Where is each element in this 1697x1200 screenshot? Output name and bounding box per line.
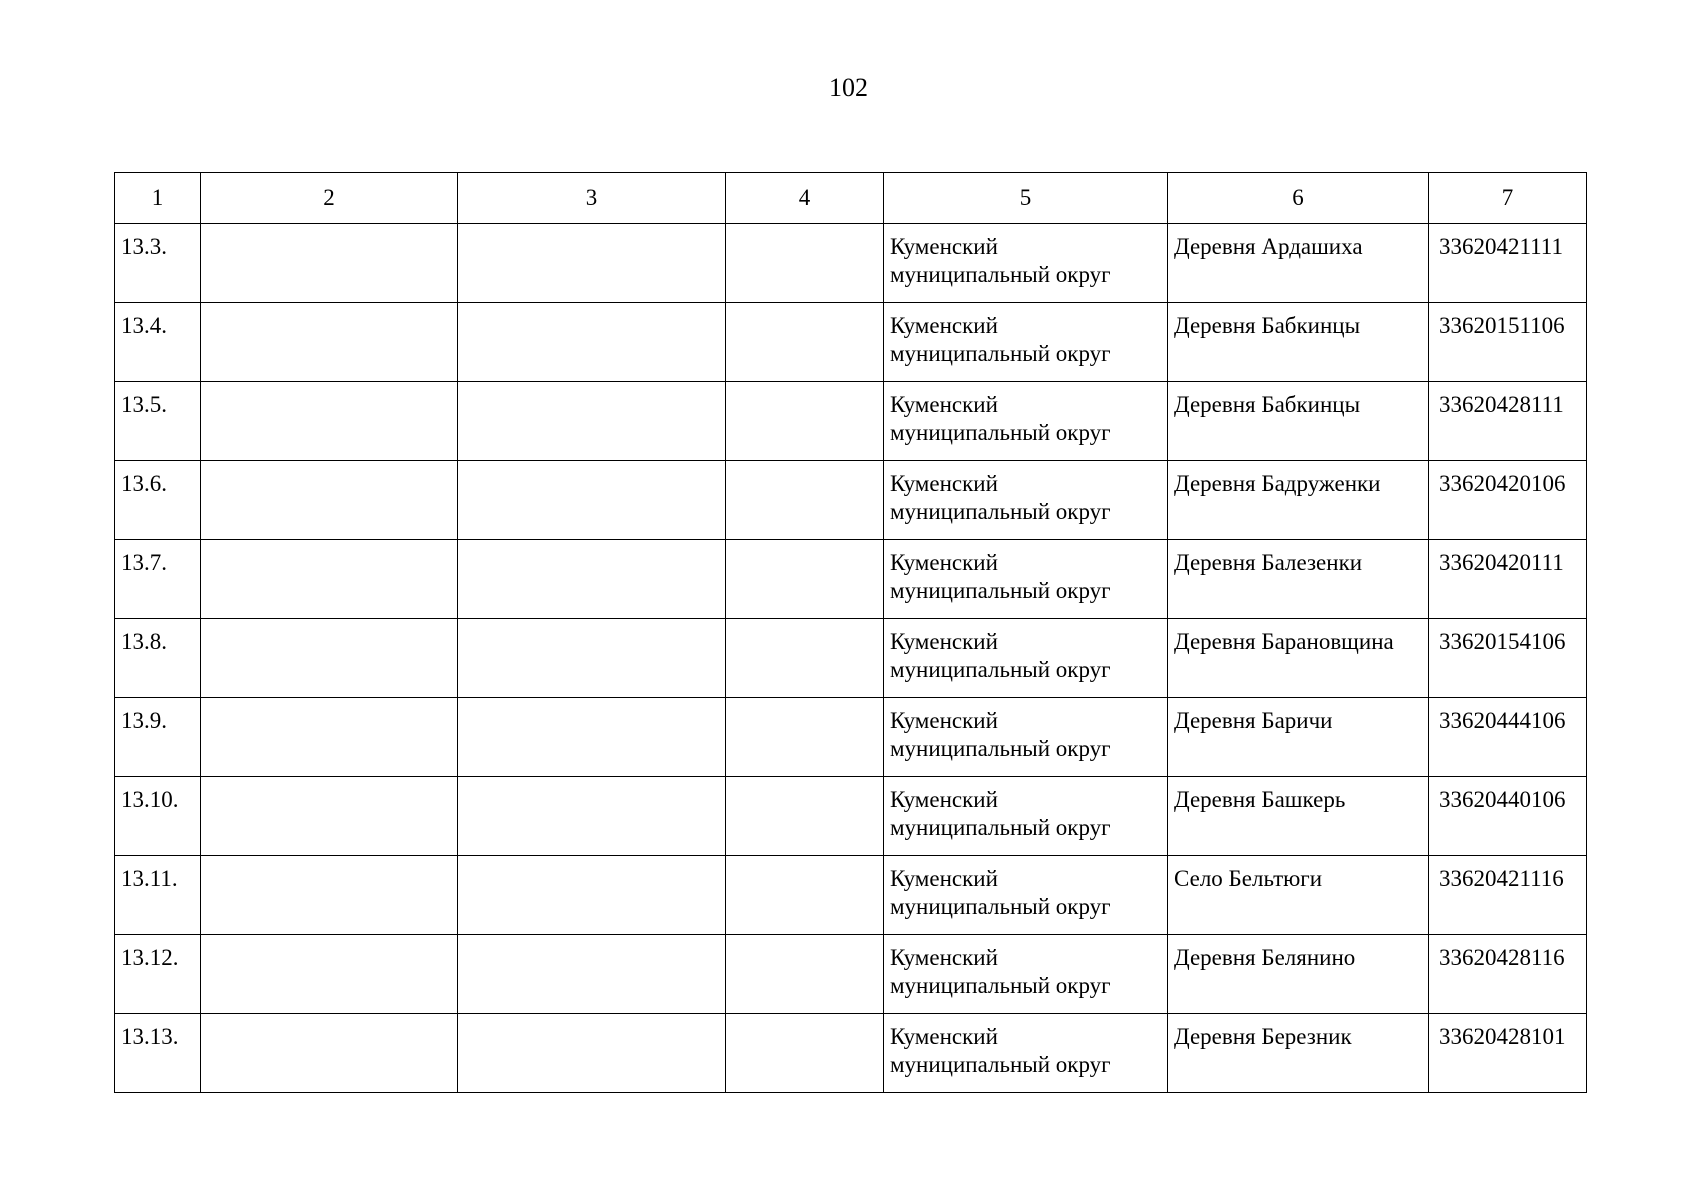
district-cell bbox=[884, 856, 1168, 935]
column-2-cell bbox=[201, 856, 458, 935]
row-number-cell: 13.4. bbox=[115, 303, 201, 382]
row-number-cell: 13.7. bbox=[115, 540, 201, 619]
district-name: Куменский bbox=[890, 629, 998, 654]
settlement-cell: Деревня Баричи bbox=[1168, 698, 1429, 777]
column-header: 2 bbox=[201, 173, 458, 224]
column-4-cell bbox=[726, 1014, 884, 1093]
column-2-cell bbox=[201, 461, 458, 540]
column-2-cell bbox=[201, 1014, 458, 1093]
district-name: Куменский bbox=[890, 945, 998, 970]
oktmo-code-cell: 33620420106 bbox=[1429, 461, 1587, 540]
district-name: Куменский bbox=[890, 313, 998, 338]
column-4-cell bbox=[726, 619, 884, 698]
district-cell bbox=[884, 540, 1168, 619]
page-number: 102 bbox=[829, 73, 868, 102]
district-name: Куменский bbox=[890, 1024, 998, 1049]
column-3-cell bbox=[458, 935, 726, 1014]
district-cell bbox=[884, 461, 1168, 540]
column-3-cell bbox=[458, 698, 726, 777]
district-type: муниципальный округ bbox=[890, 1052, 1111, 1077]
column-2-cell bbox=[201, 619, 458, 698]
district-type: муниципальный округ bbox=[890, 341, 1111, 366]
district-type: муниципальный округ bbox=[890, 815, 1111, 840]
district-type: муниципальный округ bbox=[890, 894, 1111, 919]
column-4-cell bbox=[726, 856, 884, 935]
column-header: 7 bbox=[1429, 173, 1587, 224]
district-name: Куменский bbox=[890, 787, 998, 812]
column-4-cell bbox=[726, 540, 884, 619]
district-type: муниципальный округ bbox=[890, 657, 1111, 682]
table-row bbox=[115, 461, 1587, 540]
settlement-cell: Село Бельтюги bbox=[1168, 856, 1429, 935]
column-3-cell bbox=[458, 856, 726, 935]
table-row bbox=[115, 224, 1587, 303]
oktmo-code-cell: 33620428101 bbox=[1429, 1014, 1587, 1093]
row-number-cell: 13.3. bbox=[115, 224, 201, 303]
column-3-cell bbox=[458, 224, 726, 303]
row-number-cell: 13.11. bbox=[115, 856, 201, 935]
oktmo-code-cell: 33620428111 bbox=[1429, 382, 1587, 461]
table-header-row bbox=[115, 173, 1587, 224]
column-3-cell bbox=[458, 619, 726, 698]
table-row bbox=[115, 303, 1587, 382]
column-2-cell bbox=[201, 540, 458, 619]
settlement-cell: Деревня Балезенки bbox=[1168, 540, 1429, 619]
column-2-cell bbox=[201, 224, 458, 303]
district-name: Куменский bbox=[890, 866, 998, 891]
column-4-cell bbox=[726, 777, 884, 856]
district-type: муниципальный округ bbox=[890, 973, 1111, 998]
oktmo-code-cell: 33620440106 bbox=[1429, 777, 1587, 856]
column-4-cell bbox=[726, 224, 884, 303]
district-cell bbox=[884, 382, 1168, 461]
column-2-cell bbox=[201, 777, 458, 856]
settlement-cell: Деревня Башкерь bbox=[1168, 777, 1429, 856]
district-type: муниципальный округ bbox=[890, 578, 1111, 603]
oktmo-code-cell: 33620444106 bbox=[1429, 698, 1587, 777]
row-number-cell: 13.6. bbox=[115, 461, 201, 540]
column-3-cell bbox=[458, 382, 726, 461]
column-header: 1 bbox=[115, 173, 201, 224]
column-header: 4 bbox=[726, 173, 884, 224]
column-4-cell bbox=[726, 382, 884, 461]
district-type: муниципальный округ bbox=[890, 499, 1111, 524]
oktmo-code-cell: 33620421111 bbox=[1429, 224, 1587, 303]
table-row bbox=[115, 856, 1587, 935]
oktmo-code-cell: 33620151106 bbox=[1429, 303, 1587, 382]
table-row bbox=[115, 935, 1587, 1014]
settlement-cell: Деревня Березник bbox=[1168, 1014, 1429, 1093]
oktmo-code-cell: 33620420111 bbox=[1429, 540, 1587, 619]
row-number-cell: 13.8. bbox=[115, 619, 201, 698]
column-4-cell bbox=[726, 461, 884, 540]
row-number-cell: 13.12. bbox=[115, 935, 201, 1014]
settlement-cell: Деревня Белянино bbox=[1168, 935, 1429, 1014]
table-row bbox=[115, 382, 1587, 461]
table-row bbox=[115, 698, 1587, 777]
row-number-cell: 13.5. bbox=[115, 382, 201, 461]
column-3-cell bbox=[458, 303, 726, 382]
row-number-cell: 13.13. bbox=[115, 1014, 201, 1093]
district-cell bbox=[884, 303, 1168, 382]
settlement-cell: Деревня Барановщина bbox=[1168, 619, 1429, 698]
column-2-cell bbox=[201, 303, 458, 382]
district-name: Куменский bbox=[890, 550, 998, 575]
district-type: муниципальный округ bbox=[890, 262, 1111, 287]
table-body bbox=[115, 224, 1587, 1093]
column-2-cell bbox=[201, 698, 458, 777]
column-4-cell bbox=[726, 698, 884, 777]
district-type: муниципальный округ bbox=[890, 736, 1111, 761]
column-header: 3 bbox=[458, 173, 726, 224]
district-cell bbox=[884, 224, 1168, 303]
district-cell bbox=[884, 698, 1168, 777]
row-number-cell: 13.10. bbox=[115, 777, 201, 856]
table-row bbox=[115, 540, 1587, 619]
column-4-cell bbox=[726, 935, 884, 1014]
column-4-cell bbox=[726, 303, 884, 382]
district-cell bbox=[884, 619, 1168, 698]
settlement-cell: Деревня Ардашиха bbox=[1168, 224, 1429, 303]
district-name: Куменский bbox=[890, 471, 998, 496]
column-3-cell bbox=[458, 461, 726, 540]
settlement-cell: Деревня Бабкинцы bbox=[1168, 382, 1429, 461]
table-row bbox=[115, 619, 1587, 698]
district-name: Куменский bbox=[890, 234, 998, 259]
column-2-cell bbox=[201, 935, 458, 1014]
column-3-cell bbox=[458, 777, 726, 856]
settlements-table bbox=[114, 172, 1587, 1093]
column-3-cell bbox=[458, 1014, 726, 1093]
column-2-cell bbox=[201, 382, 458, 461]
district-type: муниципальный округ bbox=[890, 420, 1111, 445]
column-3-cell bbox=[458, 540, 726, 619]
oktmo-code-cell: 33620154106 bbox=[1429, 619, 1587, 698]
row-number-cell: 13.9. bbox=[115, 698, 201, 777]
district-cell bbox=[884, 1014, 1168, 1093]
district-cell bbox=[884, 777, 1168, 856]
oktmo-code-cell: 33620421116 bbox=[1429, 856, 1587, 935]
district-name: Куменский bbox=[890, 708, 998, 733]
district-name: Куменский bbox=[890, 392, 998, 417]
district-cell bbox=[884, 935, 1168, 1014]
table-row bbox=[115, 1014, 1587, 1093]
settlement-cell: Деревня Бадруженки bbox=[1168, 461, 1429, 540]
oktmo-code-cell: 33620428116 bbox=[1429, 935, 1587, 1014]
column-header: 6 bbox=[1168, 173, 1429, 224]
column-header: 5 bbox=[884, 173, 1168, 224]
table-row bbox=[115, 777, 1587, 856]
settlement-cell: Деревня Бабкинцы bbox=[1168, 303, 1429, 382]
